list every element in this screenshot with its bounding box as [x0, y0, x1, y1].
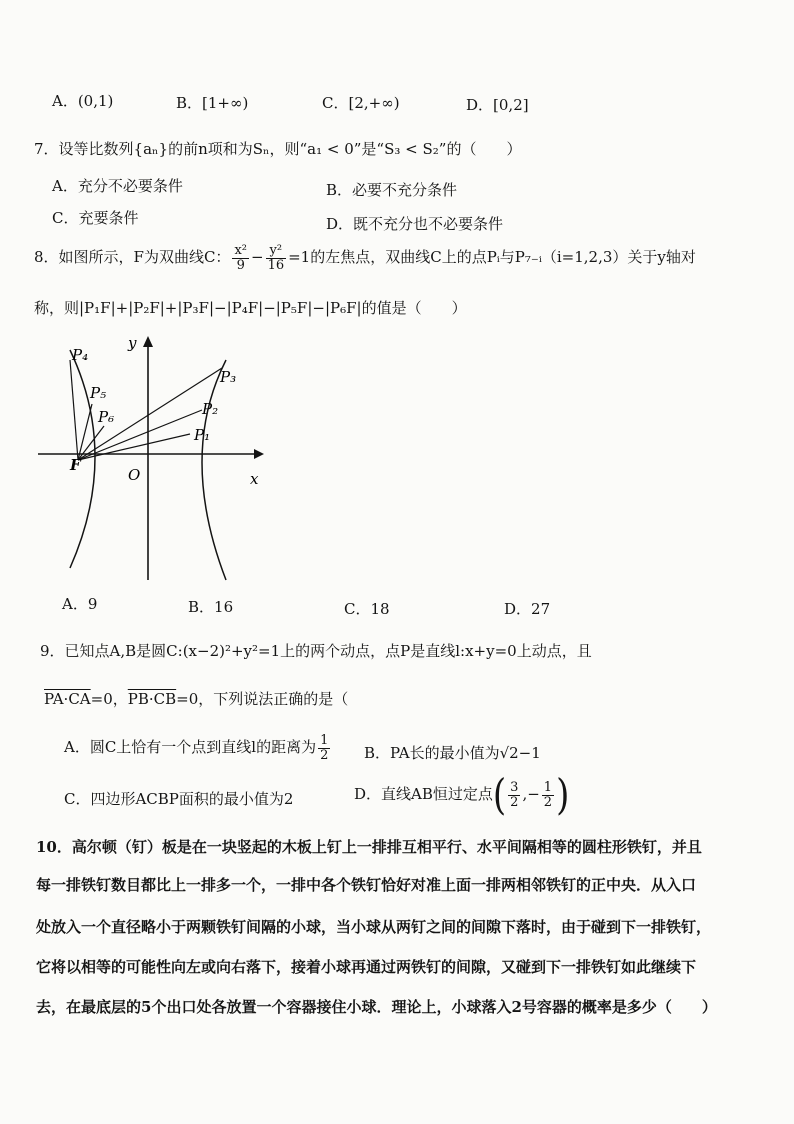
hyperbola-diagram [30, 330, 280, 590]
frac-numerator: 1 [543, 779, 553, 795]
q8-option-b: B．16 [188, 598, 234, 616]
vector-pa-ca: PA·CA [44, 690, 91, 708]
fraction-three-halves [508, 781, 520, 809]
right-branch [202, 360, 226, 580]
label-x: x [250, 470, 259, 488]
q8-option-a: A．9 [62, 595, 98, 613]
y-axis-arrow [143, 336, 153, 347]
q9-stem: 9．已知点A,B是圆C:(x−2)²+y²=1上的两个动点，点P是直线l:x+y=0上动点，且 [40, 642, 592, 660]
frac-numerator: y² [266, 244, 287, 259]
line-f-p4 [70, 360, 78, 460]
label-p1: P₁ [194, 426, 211, 444]
q10-line4: 它将以相等的可能性向左或向右落下，接着小球再通过两铁钉的间隙，又碰到下一排铁钉如此继续下 [36, 958, 697, 976]
q7-option-d: D．既不充分也不必要条件 [326, 215, 504, 233]
q10-line2: 每一排铁钉数目都比上一排多一个，一排中各个铁钉恰好对准上面一排两相邻铁钉的正中央．从入口 [36, 876, 697, 894]
q6-option-b: B．[1+∞) [176, 94, 249, 112]
label-f: F [70, 456, 81, 474]
q6-option-a: A．(0,1) [52, 92, 114, 110]
q8-stem-pre: 8．如图所示，F为双曲线C： [34, 248, 231, 267]
q8-fraction-x2-over-9 [232, 244, 249, 272]
q10-line3: 处放入一个直径略小于两颗铁钉间隔的小球，当小球从两钉之间的间隙下落时，由于碰到下一排铁钉， [36, 918, 712, 936]
q6-option-d: D．[0,2] [466, 96, 529, 114]
q6-option-c: C．[2,+∞) [322, 94, 400, 112]
paren-right: ) [556, 770, 570, 820]
q8-fraction-y2-over-16 [266, 244, 287, 272]
label-p4: P₄ [72, 346, 89, 364]
label-p5: P₅ [90, 384, 107, 402]
q10-line5: 去，在最底层的5个出口处各放置一个容器接住小球．理论上，小球落入2号容器的概率是多少（ ） [36, 998, 717, 1016]
q9-option-c: C．四边形ACBP面积的最小值为2 [64, 790, 294, 808]
q7-option-a: A．充分不必要条件 [52, 177, 183, 195]
q9-option-b: B．PA长的最小值为√2−1 [364, 744, 541, 762]
q9-option-a [64, 734, 332, 762]
paren-left: ( [492, 770, 507, 820]
frac-numerator: 1 [320, 733, 329, 748]
q9-d-separator: ,− [522, 785, 540, 803]
fraction-one-half [542, 781, 554, 809]
frac-numerator: x² [234, 243, 247, 258]
q9-option-a-text: A．圆C上恰有一个点到直线l的距离为 [64, 738, 317, 757]
fraction-one-half [318, 734, 330, 762]
frac-denominator: 2 [510, 794, 519, 810]
label-y: y [128, 334, 137, 352]
q9-option-d-text: D．直线AB恒过定点 [354, 785, 493, 803]
q8-option-d: D．27 [504, 600, 551, 618]
q8-minus: − [250, 248, 264, 267]
q8-option-c: C．18 [344, 600, 390, 618]
q9-option-d [354, 770, 570, 820]
q10-line1: 10．高尔顿（钉）板是在一块竖起的木板上钉上一排排互相平行、水平间隔相等的圆柱形铁钉，并且 [36, 838, 702, 856]
label-p3: P₃ [220, 368, 237, 386]
label-o: O [128, 466, 141, 484]
q9-condition [44, 688, 348, 709]
frac-denominator: 2 [320, 747, 329, 763]
frac-denominator: 16 [267, 257, 285, 273]
frac-numerator: 3 [510, 779, 519, 795]
frac-denominator: 9 [236, 257, 245, 273]
x-axis-arrow [254, 449, 264, 459]
q8-stem-line1 [34, 244, 696, 272]
frac-denominator: 2 [543, 794, 553, 810]
label-p6: P₆ [98, 408, 115, 426]
q9-cond-mid: =0， [90, 690, 128, 708]
label-p2: P₂ [202, 400, 219, 418]
q7-stem: 7．设等比数列{aₙ}的前n项和为Sₙ，则“a₁ < 0”是“S₃ < S₂”的（ ） [34, 140, 522, 158]
q7-option-c: C．充要条件 [52, 209, 139, 227]
q8-stem-line2: 称，则|P₁F|+|P₂F|+|P₃F|−|P₄F|−|P₅F|−|P₆F|的值是（ ） [34, 299, 467, 317]
q9-cond-end: =0，下列说法正确的是（ [176, 690, 349, 708]
q8-stem-post: =1的左焦点，双曲线C上的点Pᵢ与P₇₋ᵢ（i=1,2,3）关于y轴对 [288, 248, 696, 267]
q7-option-b: B．必要不充分条件 [326, 181, 458, 199]
vector-pb-cb: PB·CB [127, 690, 177, 708]
